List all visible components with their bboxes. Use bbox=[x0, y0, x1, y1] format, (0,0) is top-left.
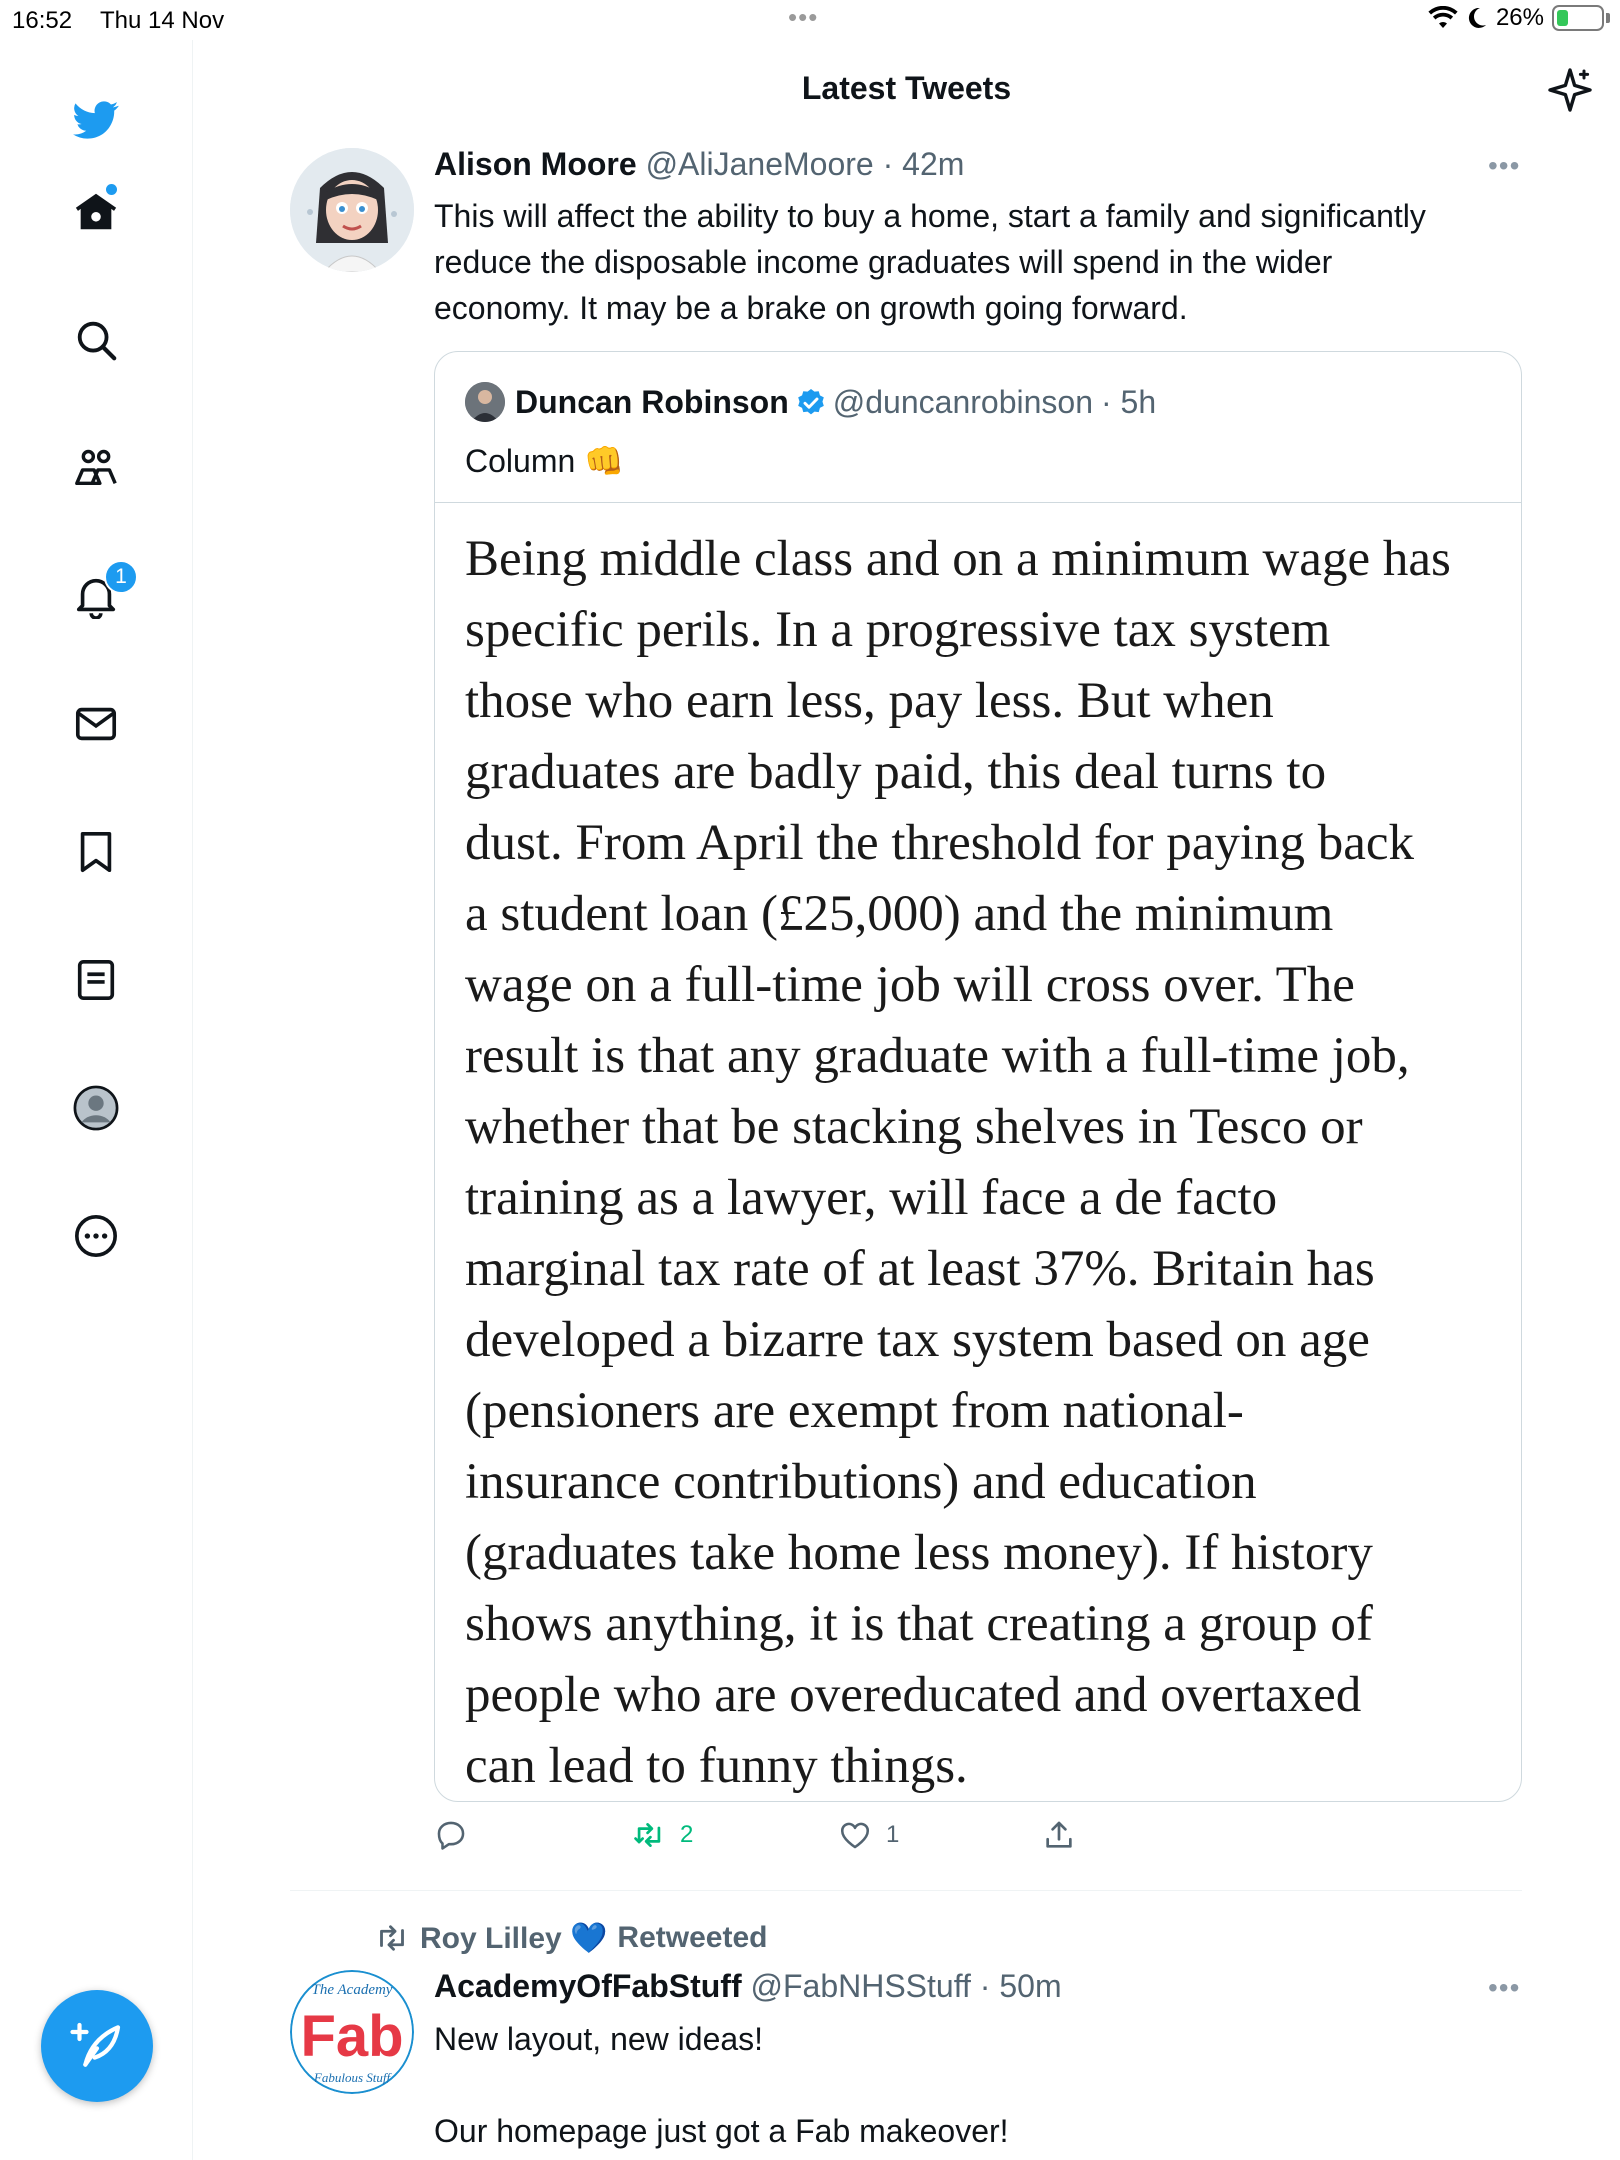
status-right bbox=[1428, 4, 1610, 32]
author-handle[interactable]: @FabNHSStuff bbox=[750, 1968, 971, 2004]
communities-icon bbox=[73, 445, 119, 491]
verified-badge-icon bbox=[795, 387, 827, 419]
compose-button[interactable] bbox=[41, 1990, 153, 2102]
nav-notifications[interactable] bbox=[66, 566, 126, 626]
multitask-dots[interactable]: ••• bbox=[788, 2, 819, 32]
article-line: result is that any graduate with a full-time job, bbox=[465, 1028, 1410, 1084]
battery-level bbox=[1557, 10, 1568, 26]
tweet-header bbox=[434, 146, 964, 183]
tweet-text-line: reduce the disposable income graduates will spend in the wider bbox=[434, 244, 1333, 280]
article-line: specific perils. In a progressive tax system bbox=[465, 602, 1331, 658]
notification-badge: 1 bbox=[104, 560, 138, 594]
share-button[interactable] bbox=[1042, 1818, 1076, 1852]
home-unread-dot bbox=[106, 184, 117, 195]
nav-search[interactable] bbox=[66, 310, 126, 370]
status-bar bbox=[0, 0, 1620, 40]
like-count: 1 bbox=[886, 1821, 900, 1848]
article-line: wage on a full-time job will cross over. The bbox=[465, 957, 1355, 1013]
more-icon bbox=[73, 1213, 119, 1259]
article-line: insurance contributions) and education bbox=[465, 1454, 1257, 1510]
cartoon-avatar-icon bbox=[290, 148, 414, 272]
timeline-header bbox=[193, 40, 1620, 140]
quoted-divider bbox=[435, 502, 1522, 503]
battery-icon bbox=[1552, 5, 1604, 31]
article-line: Being middle class and on a minimum wage has bbox=[465, 531, 1451, 587]
nav-lists[interactable] bbox=[66, 950, 126, 1010]
tweet-more-button[interactable]: ••• bbox=[1488, 150, 1521, 181]
profile-icon bbox=[73, 1085, 119, 1131]
article-image-text bbox=[465, 524, 1505, 1802]
tweet-text-line: economy. It may be a brake on growth going forward. bbox=[434, 290, 1188, 326]
retweeted-by[interactable]: Roy Lilley 💙 bbox=[420, 1921, 608, 1955]
nav-messages[interactable] bbox=[66, 694, 126, 754]
article-line: marginal tax rate of at least 37%. Britain has bbox=[465, 1241, 1375, 1297]
article-line: those who earn less, pay less. But when bbox=[465, 673, 1274, 729]
page-title: Latest Tweets bbox=[801, 70, 1012, 106]
moon-icon bbox=[1466, 6, 1488, 30]
avatar[interactable] bbox=[290, 148, 414, 272]
share-icon bbox=[1042, 1818, 1076, 1852]
avatar-text-main: Fab bbox=[300, 2004, 404, 2069]
nav-more[interactable] bbox=[66, 1206, 126, 1266]
compose-feather-icon bbox=[69, 2018, 125, 2074]
like-button[interactable] bbox=[838, 1818, 899, 1852]
retweeted-label: Retweeted bbox=[617, 1921, 768, 1954]
nav-home[interactable] bbox=[66, 182, 126, 242]
status-time: 16:52 bbox=[12, 7, 73, 34]
tweet-text-line: This will affect the ability to buy a home, start a family and significantly bbox=[434, 198, 1426, 234]
home-icon bbox=[73, 189, 119, 235]
charging-bolt-icon: ⚡ bbox=[1570, 4, 1586, 29]
lists-icon bbox=[73, 957, 119, 1003]
status-date: Thu 14 Nov bbox=[100, 7, 225, 34]
tweet-time[interactable]: · 42m bbox=[882, 146, 965, 182]
article-line: developed a bizarre tax system based on age bbox=[465, 1312, 1370, 1368]
nav-bookmarks[interactable] bbox=[66, 822, 126, 882]
avatar-text-bottom: Fabulous Stuff bbox=[313, 2070, 391, 2085]
battery-percent: 26% bbox=[1495, 4, 1544, 31]
quoted-tweet[interactable] bbox=[434, 351, 1522, 1802]
tweet-more-button[interactable]: ••• bbox=[1488, 1972, 1521, 2003]
tweet-text-line: Our homepage just got a Fab makeover! bbox=[434, 2113, 1009, 2149]
retweet-context bbox=[374, 1920, 767, 1956]
quoted-avatar bbox=[465, 382, 505, 422]
article-line: (graduates take home less money). If history bbox=[465, 1525, 1373, 1581]
reply-icon bbox=[434, 1818, 468, 1852]
person-photo-icon bbox=[465, 382, 505, 422]
quoted-tweet-text: Column 👊 bbox=[465, 443, 624, 479]
author-name[interactable]: Alison Moore bbox=[434, 146, 637, 182]
article-line: (pensioners are exempt from national- bbox=[465, 1383, 1244, 1439]
battery-cap bbox=[1606, 13, 1610, 23]
quoted-tweet-time: · 5h bbox=[1100, 384, 1157, 420]
nav-profile[interactable] bbox=[66, 1078, 126, 1138]
twitter-logo[interactable] bbox=[66, 90, 126, 150]
sparkle-icon bbox=[1546, 66, 1594, 114]
tweet-text bbox=[434, 193, 1426, 331]
quoted-header bbox=[515, 384, 1156, 421]
retweet-count: 2 bbox=[680, 1821, 694, 1848]
bookmarks-icon bbox=[73, 829, 119, 875]
avatar-text-top: The Academy bbox=[311, 1982, 393, 1998]
article-line: people who are overeducated and overtaxed bbox=[465, 1667, 1362, 1723]
messages-icon bbox=[73, 701, 119, 747]
tweet-text-line: New layout, new ideas! bbox=[434, 2021, 764, 2057]
article-line: training as a lawyer, will face a de facto bbox=[465, 1170, 1278, 1226]
article-line: can lead to funny things. bbox=[465, 1738, 968, 1794]
tweet-header bbox=[434, 1968, 1062, 2005]
twitter-bird-icon bbox=[73, 97, 119, 143]
article-line: a student loan (£25,000) and the minimum bbox=[465, 886, 1334, 942]
quoted-author-name: Duncan Robinson bbox=[515, 384, 789, 420]
author-name[interactable]: AcademyOfFabStuff bbox=[434, 1968, 742, 2004]
heart-icon bbox=[838, 1818, 872, 1852]
tweet-separator bbox=[290, 1890, 1522, 1891]
article-line: graduates are badly paid, this deal turns to bbox=[465, 744, 1327, 800]
timeline-toggle-button[interactable] bbox=[1540, 60, 1600, 120]
wifi-icon bbox=[1428, 6, 1458, 30]
article-line: dust. From April the threshold for paying back bbox=[465, 815, 1415, 871]
article-line: shows anything, it is that creating a group of bbox=[465, 1596, 1373, 1652]
avatar[interactable] bbox=[290, 1970, 414, 2094]
article-line: whether that be stacking shelves in Tesco or bbox=[465, 1099, 1363, 1155]
author-handle[interactable]: @AliJaneMoore bbox=[645, 146, 874, 182]
reply-button[interactable] bbox=[434, 1818, 468, 1852]
tweet-time[interactable]: · 50m bbox=[979, 1968, 1062, 2004]
search-icon bbox=[73, 317, 119, 363]
retweet-button[interactable] bbox=[632, 1818, 693, 1852]
sidebar bbox=[0, 40, 193, 2160]
fab-logo-avatar bbox=[290, 1970, 414, 2094]
tweet-actions bbox=[434, 1818, 1134, 1862]
retweet-icon bbox=[374, 1920, 410, 1956]
quoted-author-handle: @duncanrobinson bbox=[832, 384, 1093, 420]
retweet-icon bbox=[632, 1818, 666, 1852]
nav-communities[interactable] bbox=[66, 438, 126, 498]
